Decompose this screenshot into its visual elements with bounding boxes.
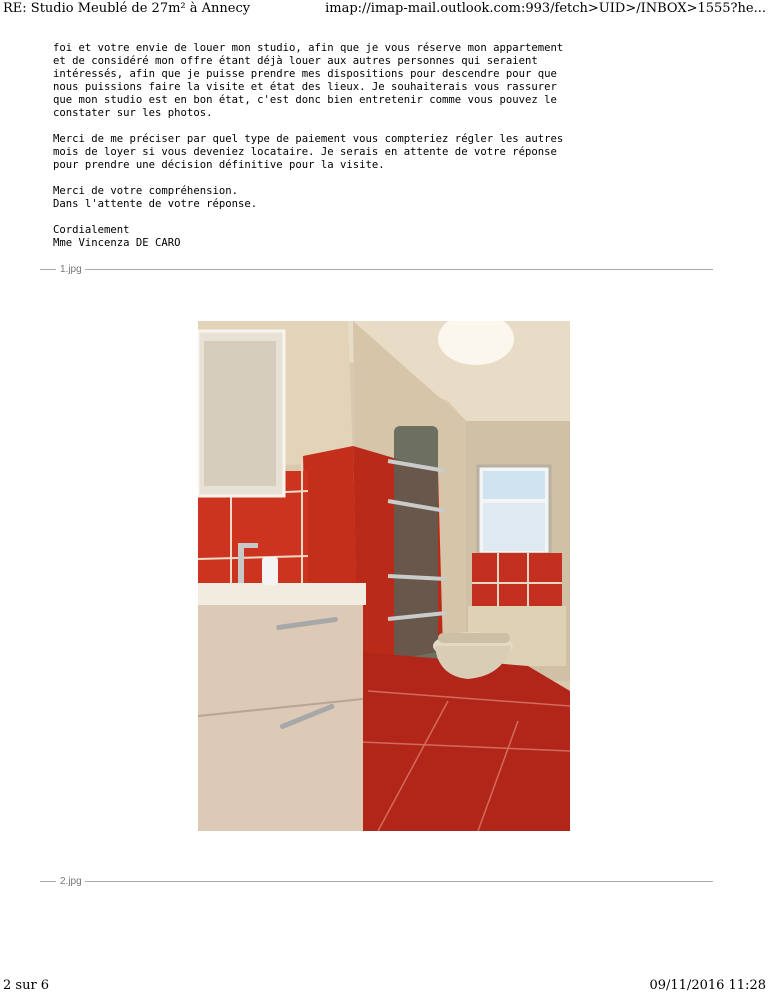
email-paragraph: Merci de votre compréhension. Dans l'attente de votre réponse. [53, 185, 258, 210]
attachment-separator [40, 874, 713, 888]
email-signature: Cordialement Mme Vincenza DE CARO [53, 224, 181, 249]
bathroom-photo [198, 321, 570, 831]
attachment-filename[interactable]: 2.jpg [60, 875, 82, 887]
attachment-separator [40, 262, 713, 276]
print-header-title: RE: Studio Meublé de 27m² à Annecy [3, 1, 251, 16]
print-header-url: imap://imap-mail.outlook.com:993/fetch>UID>/INBOX>1555?he... [325, 1, 766, 16]
email-paragraph: Merci de me préciser par quel type de paiement vous compteriez régler les autres mois de loyer si vous deveniez locataire. Je serais en attente de votre réponse pour prendre une décision définitive pour la visite. [53, 133, 564, 171]
email-body [53, 42, 693, 263]
attachment-filename[interactable]: 1.jpg [60, 263, 82, 275]
print-footer-page: 2 sur 6 [3, 978, 50, 993]
print-footer-datetime: 09/11/2016 11:28 [649, 978, 766, 993]
separator-rule [85, 269, 713, 270]
separator-dash [40, 881, 56, 882]
separator-rule [85, 881, 713, 882]
email-paragraph: foi et votre envie de louer mon studio, afin que je vous réserve mon appartement et de considéré mon offre étant déjà louer aux autres personnes qui seraient intéressés, afin que je puisse prendre mes dispositions pour descendre pour que nous puissions faire la visite et état des lieux. Je souhaiterais vous rassurer que mon studio est en bon état, c'est donc bien entretenir comme vous pouvez le constater sur les photos. [53, 42, 564, 119]
separator-dash [40, 269, 56, 270]
attachment-image-bathroom[interactable] [198, 321, 570, 831]
